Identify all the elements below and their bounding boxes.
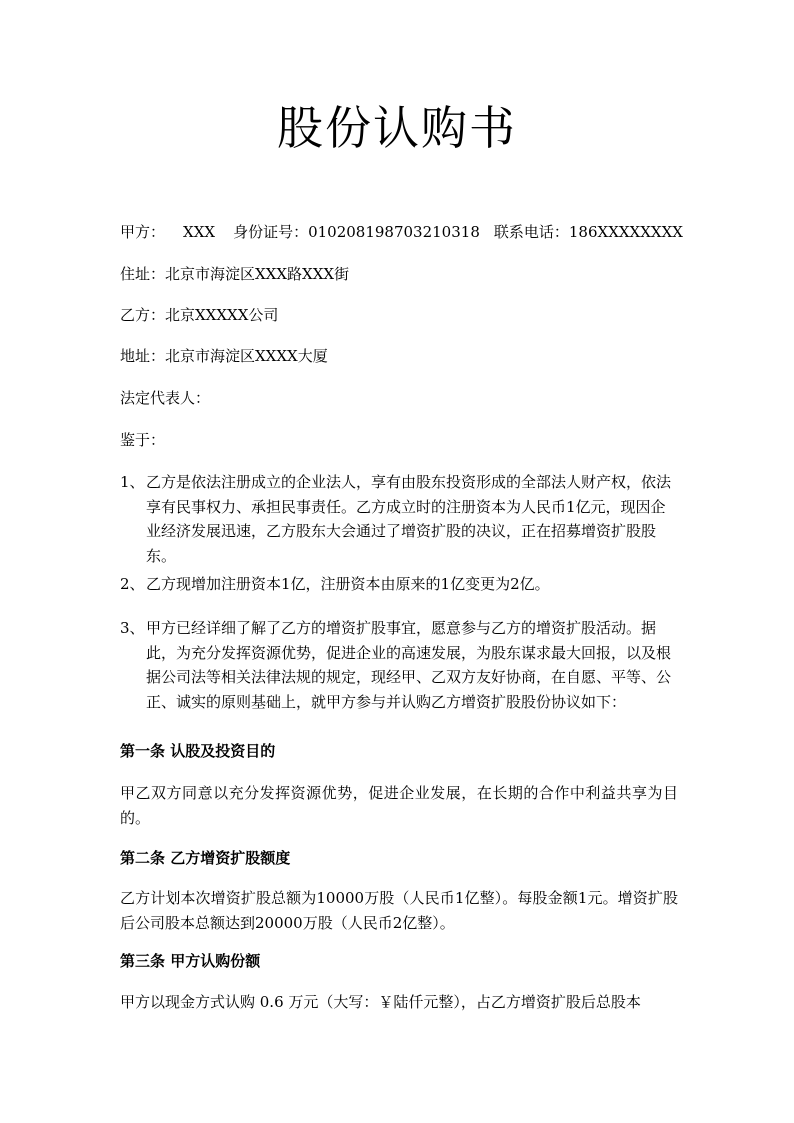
party-a-name: XXX (183, 223, 216, 241)
whereas-line: 鉴于： (120, 431, 166, 449)
party-b-line: 乙方：北京XXXXX公司 (120, 306, 279, 324)
item-text: 乙方现增加注册资本1亿，注册资本由原来的1亿变更为2亿。 (146, 575, 550, 593)
id-label: 身份证号： (233, 223, 309, 241)
article-1-heading: 第一条 认股及投资目的 (120, 742, 276, 760)
item-number: 1、 (120, 473, 145, 491)
document-title: 股份认购书 (277, 101, 517, 155)
legal-rep-line: 法定代表人： (120, 389, 211, 407)
whereas-item-1 (120, 470, 680, 568)
article-2-heading: 第二条 乙方增资扩股额度 (120, 849, 291, 867)
phone-label: 联系电话： (493, 223, 569, 241)
id-number: 010208198703210318 (308, 223, 480, 241)
article-3-heading: 第三条 甲方认购份额 (120, 952, 261, 970)
article-1-text: 甲乙双方同意以充分发挥资源优势，促进企业发展，在长期的合作中利益共享为目的。 (120, 784, 678, 827)
item-number: 2、 (120, 575, 145, 593)
item-text: 甲方已经详细了解了乙方的增资扩股事宜，愿意参与乙方的增资扩股活动。据此，为充分发挥资源优势，促进企业的高速发展，为股东谋求最大回报，以及根据公司法等相关法律法规的规定，现经甲、乙双方友好协商，在自愿、平等、公正、诚实的原则基础上，就甲方参与并认购乙方增资扩股股份协议如下： (146, 619, 672, 711)
item-text: 乙方是依法注册成立的企业法人，享有由股东投资形成的全部法人财产权，依法享有民事权力、承担民事责任。乙方成立时的注册资本为人民币1亿元，现因企业经济发展迅速，乙方股东大会通过了增资扩股的决议，正在招募增资扩股股东。 (146, 473, 672, 565)
whereas-item-2 (120, 572, 680, 597)
party-a-line (120, 222, 683, 242)
item-number: 3、 (120, 619, 145, 637)
phone-number: 186XXXXXXXX (568, 223, 683, 241)
party-a-label: 甲方： (120, 223, 166, 241)
address-b-line: 地址：北京市海淀区XXXX大厦 (120, 347, 328, 365)
article-3-text: 甲方以现金方式认购 0.6 万元（大写：￥陆仟元整），占乙方增资扩股后总股本 (120, 993, 641, 1011)
address-a-line: 住址：北京市海淀区XXX路XXX街 (120, 265, 350, 283)
whereas-item-3 (120, 616, 680, 714)
article-2-text: 乙方计划本次增资扩股总额为10000万股（人民币1亿整）。每股金额1元。增资扩股后公司股本总额达到20000万股（人民币2亿整）。 (120, 889, 678, 932)
